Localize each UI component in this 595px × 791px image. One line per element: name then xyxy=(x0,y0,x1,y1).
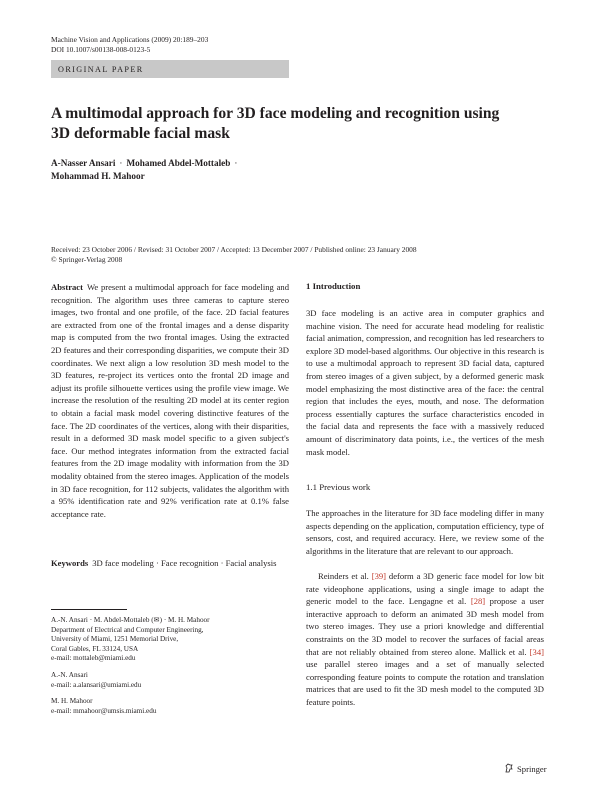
affiliation-block-2 xyxy=(51,671,289,690)
previous-work-paragraph: The approaches in the literature for 3D face modeling differ in many aspects depending on the application, computation efficiency, type of sensors, cost, and required accuracy. Here, we review some of the algorithms in the literature that are relevant to our approach. xyxy=(306,508,544,556)
paragraph-text: propose a user interactive approach to deform an animated 3D mesh model from two stereo images. They use a priori knowledge and differential constraints on the 3D model to recover the surfaces of facial areas that are not reliably obtained from stereo alone. Mallick et al. xyxy=(306,596,544,657)
section-band xyxy=(51,60,289,78)
affiliation-line: A.-N. Ansari · M. Abdel-Mottaleb (✉) · M. H. Mahoor xyxy=(51,616,210,624)
paper-title: A multimodal approach for 3D face modeling and recognition using 3D deformable facial mask xyxy=(51,105,500,142)
author-separator: · xyxy=(119,158,123,168)
footnote-rule xyxy=(51,609,127,610)
paragraph-text: Reinders et al. xyxy=(318,571,372,581)
affiliation-email[interactable]: e-mail: mottaleb@miami.edu xyxy=(51,654,136,663)
keywords xyxy=(51,557,289,570)
affiliation-block-3 xyxy=(51,697,289,716)
affiliation-line: Department of Electrical and Computer Engineering, xyxy=(51,625,204,634)
abstract-label: Abstract xyxy=(51,282,83,292)
author-3: Mohammad H. Mahoor xyxy=(51,170,145,181)
paragraph-text: use parallel stereo images and a set of manually selected corresponding feature points to compute the rotation and translation matrices that are used to fit the 3D mesh model to the computed 3D feature points. xyxy=(306,659,544,707)
publisher-name: Springer xyxy=(517,764,547,774)
keywords-text: 3D face modeling · Face recognition · Facial analysis xyxy=(92,558,277,568)
springer-horse-icon xyxy=(504,763,514,775)
citation-link[interactable]: [39] xyxy=(371,571,387,581)
subsection-heading-previous-work: 1.1 Previous work xyxy=(306,482,371,492)
affiliation-block-1 xyxy=(51,616,289,664)
copyright: © Springer-Verlag 2008 xyxy=(51,255,123,264)
previous-work-paragraph xyxy=(306,570,544,709)
intro-paragraph: 3D face modeling is an active area in computer graphics and machine vision. The need for accurate head modeling for realistic facial animation, compression, and recognition has led researchers to explore 3D model-based algorithms. Our objective in this research is to use a multimodal approach to represent 3D facial data, captured from stereo images of a given subject, by a deformed generic mask model emphasizing the most distinctive area of the face: the central region that includes the eyes, mouth, and nose. The deformation process essentially captures the surface characteristics encoded in the facial data and represents the face with a massively reduced amount of discriminatory data points, i.e., the vertices of the mesh mask model. xyxy=(306,308,544,457)
author-list xyxy=(51,157,451,182)
section-heading-introduction: 1 Introduction xyxy=(306,281,361,291)
citation-link[interactable]: [28] xyxy=(470,596,486,607)
paragraph-text: deform a 3D generic face model for low bit rate videophone applications, using a single image to adapt the generic model to the face. Lengagne et al. xyxy=(306,571,545,607)
citation-link[interactable]: [34] xyxy=(529,646,544,657)
affiliation-email[interactable]: e-mail: a.alansari@umiami.edu xyxy=(51,680,142,689)
affiliation-line: M. H. Mahoor xyxy=(51,697,93,705)
affiliation-line: Coral Gables, FL 33124, USA xyxy=(51,644,139,653)
submission-dates: Received: 23 October 2006 / Revised: 31 October 2007 / Accepted: 13 December 2007 / Published online: 23 January 2008 xyxy=(51,245,417,254)
author-separator: · xyxy=(234,158,238,168)
publisher-mark xyxy=(504,763,547,775)
author-1: A-Nasser Ansari xyxy=(51,158,116,168)
keywords-label: Keywords xyxy=(51,558,89,568)
doi: DOI 10.1007/s00138-008-0123-5 xyxy=(51,45,151,54)
journal-citation: Machine Vision and Applications (2009) 20:189–203 xyxy=(51,35,209,44)
section-band-label: ORIGINAL PAPER xyxy=(58,65,144,74)
abstract xyxy=(51,281,289,520)
author-2: Mohamed Abdel-Mottaleb xyxy=(126,158,231,168)
affiliation-email[interactable]: e-mail: mmahoor@umsis.miami.edu xyxy=(51,706,157,715)
abstract-text: We present a multimodal approach for face modeling and recognition. The algorithm uses three cameras to capture stereo images, two frontal and one profile, of the face. 2D facial features are extracted from one of the frontal images and a dense disparity map is computed from the two frontal images. Using the extracted 2D features and their corresponding disparities, we compute their 3D coordinates. We next align a low resolution 3D mesh model to the 3D features, re-project its vertices onto the frontal 2D image and adjust its profile silhouette vertices using the profile view image. We increase the resolution of the resulting 2D model at its center region to obtain a facial mask model covering distinctive features of the face. The 2D coordinates of the vertices, along with their disparities, result in a deformed 3D mask model specific to a given subject's face. Our method integrates information from the extracted facial features from the 2D image modality with information from the 3D modality obtained from the stereo images. Application of the models in 3D face recognition, for 112 subjects, validates the algorithm with a 95% identification rate and 92% verification rate at 0.1% false acceptance rate. xyxy=(51,282,289,519)
affiliation-line: University of Miami, 1251 Memorial Drive, xyxy=(51,635,179,644)
affiliation-line: A.-N. Ansari xyxy=(51,671,88,679)
